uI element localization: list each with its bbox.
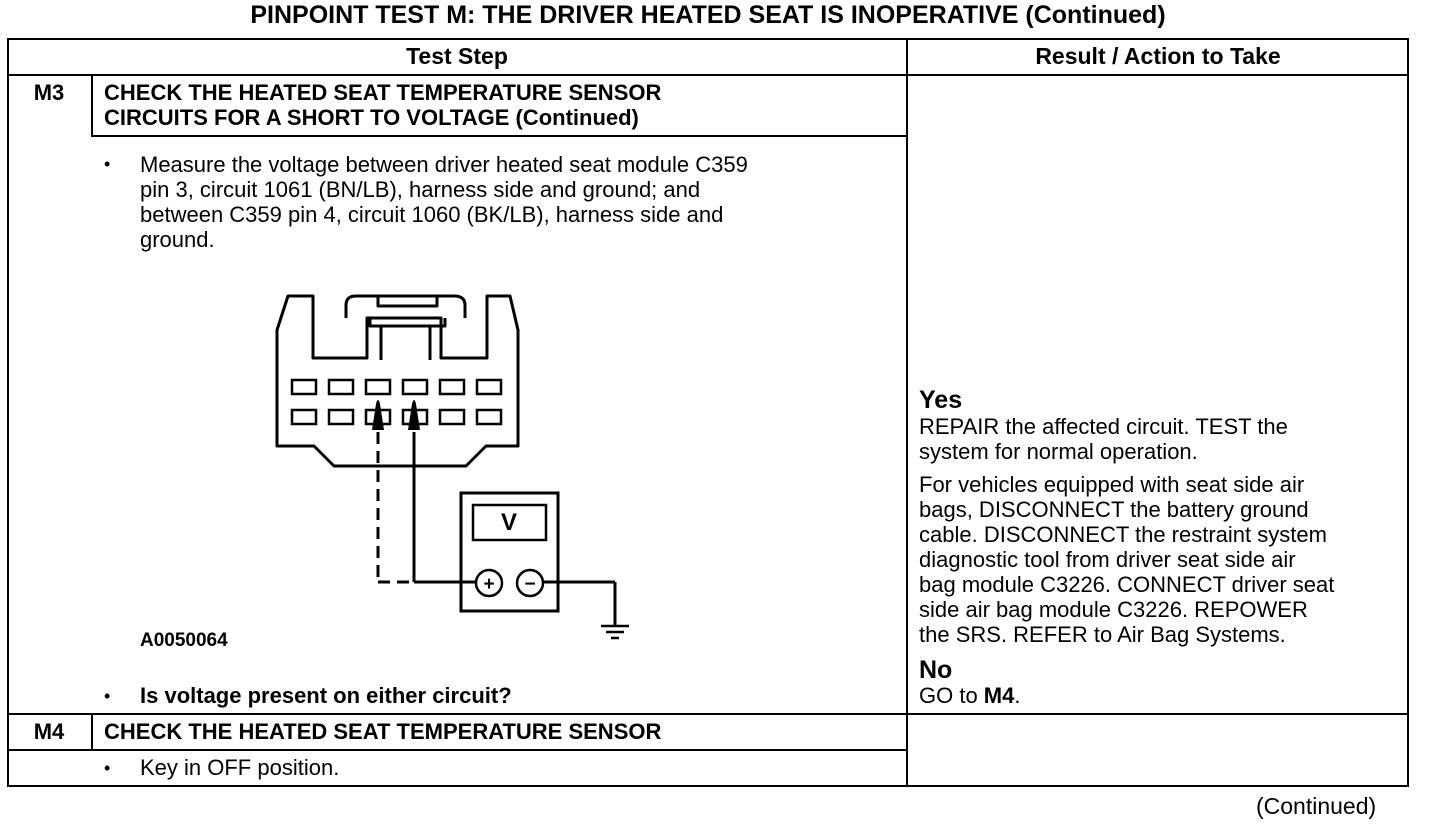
result-yes-srs-line-7: the SRS. REFER to Air Bag Systems. bbox=[919, 622, 1286, 647]
m3-question-bullet: • bbox=[104, 686, 111, 706]
m3-instruction-line-2: pin 3, circuit 1061 (BN/LB), harness side and ground; and bbox=[140, 177, 701, 202]
m3-title-divider bbox=[91, 135, 907, 137]
figure-id: A0050064 bbox=[140, 630, 228, 651]
result-yes-srs-line-6: side air bag module C3226. REPOWER bbox=[919, 597, 1308, 622]
result-yes-srs-line-1: For vehicles equipped with seat side air bbox=[919, 472, 1305, 497]
result-yes-srs-line-2: bags, DISCONNECT the battery ground bbox=[919, 497, 1309, 522]
result-yes-line-1: REPAIR the affected circuit. TEST the bbox=[919, 414, 1288, 439]
document-title: PINPOINT TEST M: THE DRIVER HEATED SEAT IS INOPERATIVE (Continued) bbox=[250, 1, 1166, 29]
m3-title-line-2: CIRCUITS FOR A SHORT TO VOLTAGE (Continued) bbox=[104, 105, 639, 130]
step-id-divider-m3 bbox=[91, 74, 93, 137]
header-result-action: Result / Action to Take bbox=[1035, 43, 1281, 69]
result-no-prefix: GO to bbox=[919, 683, 984, 708]
continued-footer: (Continued) bbox=[1256, 793, 1377, 819]
voltmeter-v-label: V bbox=[500, 509, 518, 536]
m3-title-line-1: CHECK THE HEATED SEAT TEMPERATURE SENSOR bbox=[104, 80, 662, 105]
m3-instruction-line-1: Measure the voltage between driver heated seat module C359 bbox=[140, 152, 748, 177]
header-divider bbox=[7, 74, 1409, 76]
step-id-m3: M3 bbox=[33, 80, 65, 105]
m3-instruction-line-3: between C359 pin 4, circuit 1060 (BK/LB), harness side and bbox=[140, 202, 724, 227]
step-id-m4: M4 bbox=[33, 719, 65, 744]
m3-question: Is voltage present on either circuit? bbox=[140, 683, 512, 708]
result-yes-srs-line-3: cable. DISCONNECT the restraint system bbox=[919, 522, 1327, 547]
column-divider bbox=[906, 38, 908, 787]
result-no-action bbox=[919, 683, 1020, 708]
m4-bullet: • bbox=[104, 758, 111, 778]
voltmeter-plus-label: + bbox=[483, 574, 495, 595]
pinpoint-test-table bbox=[7, 38, 1409, 787]
m4-top-divider bbox=[7, 713, 1409, 715]
connector-voltmeter-figure bbox=[260, 285, 640, 650]
result-no-label: No bbox=[919, 656, 953, 684]
step-id-divider-m4 bbox=[91, 713, 93, 751]
result-yes-line-2: system for normal operation. bbox=[919, 439, 1198, 464]
result-no-suffix: . bbox=[1014, 683, 1021, 708]
result-yes-srs-line-5: bag module C3226. CONNECT driver seat bbox=[919, 572, 1335, 597]
result-yes-label: Yes bbox=[919, 386, 963, 414]
m4-title-divider bbox=[7, 749, 907, 751]
voltmeter-minus-label: − bbox=[524, 574, 536, 595]
header-test-step: Test Step bbox=[406, 43, 508, 69]
result-no-target-link[interactable]: M4 bbox=[983, 683, 1015, 708]
m3-instruction-line-4: ground. bbox=[140, 227, 215, 252]
m4-instruction: Key in OFF position. bbox=[140, 755, 340, 780]
m3-bullet: • bbox=[104, 154, 111, 174]
m4-title: CHECK THE HEATED SEAT TEMPERATURE SENSOR bbox=[104, 719, 662, 744]
result-yes-srs-line-4: diagnostic tool from driver seat side air bbox=[919, 547, 1296, 572]
